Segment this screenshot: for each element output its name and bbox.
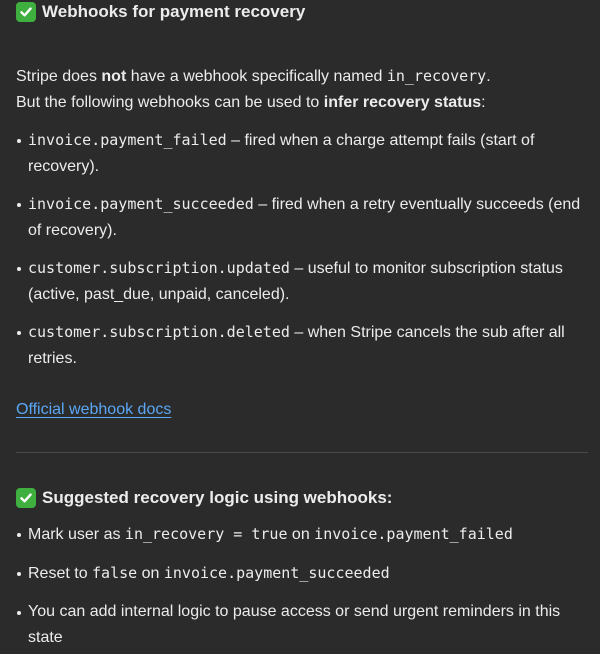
item-text: Reset to bbox=[28, 565, 93, 582]
item-text: on bbox=[287, 526, 315, 543]
webhook-code: customer.subscription.updated bbox=[28, 259, 290, 277]
item-text: You can add internal logic to pause access or send urgent reminders in this state bbox=[28, 603, 561, 646]
check-mark-icon bbox=[16, 488, 36, 508]
inline-code: invoice.payment_succeeded bbox=[163, 564, 390, 582]
inline-code: invoice.payment_failed bbox=[314, 525, 513, 543]
inline-code: false bbox=[92, 564, 138, 582]
list-item bbox=[16, 319, 588, 372]
section-divider bbox=[16, 452, 588, 453]
webhook-description: – useful to monitor subscription status (active, past_due, unpaid, canceled). bbox=[28, 260, 563, 303]
intro-text: . bbox=[486, 68, 491, 85]
intro-bold-infer: infer recovery status bbox=[323, 94, 482, 111]
list-item bbox=[16, 521, 588, 548]
item-text: Mark user as bbox=[28, 526, 125, 543]
heading-text: Webhooks for payment recovery bbox=[42, 2, 306, 21]
heading-text: Suggested recovery logic using webhooks: bbox=[42, 488, 393, 507]
section-heading-webhooks bbox=[16, 0, 588, 24]
check-mark-icon bbox=[16, 2, 36, 22]
intro-text: Stripe does bbox=[16, 68, 102, 85]
official-webhook-docs-link[interactable]: Official webhook docs bbox=[16, 401, 172, 418]
section-heading-recovery-logic bbox=[16, 486, 588, 510]
inline-code: in_recovery = true bbox=[124, 525, 288, 543]
webhook-description: – fired when a charge attempt fails (start of recovery). bbox=[28, 132, 535, 175]
list-item bbox=[16, 560, 588, 587]
list-item bbox=[16, 255, 588, 308]
list-item bbox=[16, 191, 588, 244]
intro-text: But the following webhooks can be used to bbox=[16, 94, 324, 111]
inline-code: in_recovery bbox=[386, 67, 487, 85]
intro-paragraph bbox=[16, 63, 588, 116]
list-item bbox=[16, 127, 588, 180]
webhook-description: – fired when a retry eventually succeeds (end of recovery). bbox=[28, 196, 581, 239]
intro-bold-not: not bbox=[101, 68, 127, 85]
webhook-code: invoice.payment_succeeded bbox=[28, 195, 254, 213]
list-item bbox=[16, 599, 588, 651]
webhook-description: – when Stripe cancels the sub after all retries. bbox=[28, 324, 565, 367]
webhook-list bbox=[16, 127, 588, 372]
webhook-code: invoice.payment_failed bbox=[28, 131, 227, 149]
recovery-logic-list bbox=[16, 521, 588, 651]
webhook-code: customer.subscription.deleted bbox=[28, 323, 290, 341]
intro-text: : bbox=[481, 94, 486, 111]
intro-text: have a webhook specifically named bbox=[126, 68, 387, 85]
item-text: on bbox=[137, 565, 164, 582]
